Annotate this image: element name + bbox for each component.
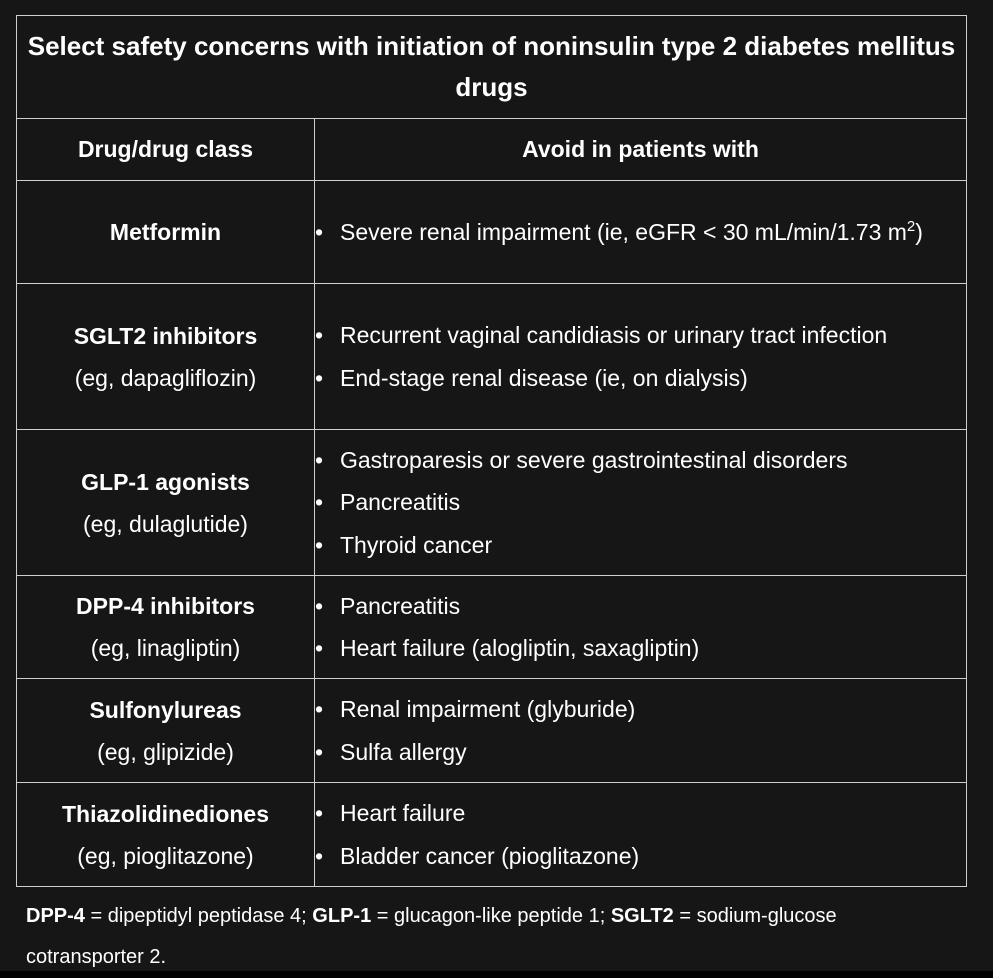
concern-text: Recurrent vaginal candidiasis or urinary tract infection [340, 322, 888, 348]
drug-example: (eg, glipizide) [97, 738, 234, 765]
drug-name: DPP-4 inhibitors [76, 593, 255, 619]
drug-cell [17, 430, 315, 576]
concern-text: Severe renal impairment (ie, eGFR < 30 mL/min/1.73 m [340, 218, 907, 245]
concerns-list [315, 314, 966, 399]
header-drug-class: Drug/drug class [17, 119, 315, 181]
drug-cell [17, 576, 315, 679]
footnote-abbreviation: SGLT2 [610, 905, 674, 927]
concern-item [315, 439, 966, 482]
concerns-cell [315, 576, 967, 679]
concern-item [315, 357, 966, 400]
footnote-abbreviation: GLP-1 [312, 905, 372, 927]
concern-item [315, 627, 966, 670]
concern-text: Sulfa allergy [340, 738, 467, 765]
drug-example: (eg, pioglitazone) [77, 842, 254, 869]
concerns-list [315, 792, 966, 877]
table-row [17, 679, 967, 783]
concerns-list [315, 585, 966, 670]
header-avoid-in: Avoid in patients with [315, 119, 967, 181]
table-row [17, 284, 967, 430]
concern-item [315, 314, 966, 357]
drug-cell [17, 679, 315, 783]
drug-name: Metformin [109, 219, 222, 245]
footnote-definition: = sodium-glucose cotransporter 2. [26, 905, 837, 968]
drug-example: (eg, dapagliflozin) [74, 364, 257, 391]
drug-cell [17, 783, 315, 887]
concern-text: Heart failure (alogliptin, saxagliptin) [340, 635, 700, 661]
concern-item [315, 688, 966, 731]
concern-text: Pancreatitis [340, 592, 461, 619]
concern-superscript: 2 [906, 217, 916, 235]
concern-text: Thyroid cancer [340, 531, 493, 558]
footnote-definition: = glucagon-like peptide 1; [371, 905, 611, 927]
header-row [17, 119, 967, 181]
table-title: Select safety concerns with initiation of noninsulin type 2 diabetes mellitus drugs [17, 16, 967, 119]
drug-name: GLP-1 agonists [81, 468, 250, 495]
concerns-cell [315, 181, 967, 284]
table-row [17, 783, 967, 887]
concern-item [315, 792, 966, 835]
concerns-list [315, 439, 966, 567]
concerns-cell [315, 783, 967, 887]
drug-cell [17, 181, 315, 284]
concern-text: Bladder cancer (pioglitazone) [340, 842, 640, 869]
concern-item [315, 481, 966, 524]
concern-item [315, 585, 966, 628]
footnote-abbreviation: DPP-4 [26, 905, 85, 927]
footnote-definition: = dipeptidyl peptidase 4; [84, 905, 313, 927]
drug-example: (eg, dulaglutide) [83, 510, 248, 537]
concern-item [315, 211, 966, 254]
concern-text: Gastroparesis or severe gastrointestinal disorders [340, 446, 848, 473]
drug-name: SGLT2 inhibitors [73, 322, 258, 349]
drug-cell [17, 284, 315, 430]
concerns-cell [315, 679, 967, 783]
concern-item [315, 731, 966, 774]
drug-name: Sulfonylureas [89, 696, 242, 723]
table-row [17, 576, 967, 679]
concerns-list [315, 688, 966, 773]
drug-name: Thiazolidinediones [61, 800, 269, 827]
concern-text: Pancreatitis [340, 489, 461, 516]
concerns-cell [315, 430, 967, 576]
table-row [17, 430, 967, 576]
concern-text: End-stage renal disease (ie, on dialysis) [340, 364, 748, 391]
table-row [17, 181, 967, 284]
footnote [26, 896, 946, 978]
concern-text-end: ) [915, 218, 923, 245]
concern-item [315, 524, 966, 567]
concern-item [315, 835, 966, 878]
concern-text: Renal impairment (glyburide) [340, 696, 636, 722]
concerns-cell [315, 284, 967, 430]
drug-example: (eg, linagliptin) [90, 635, 241, 661]
title-row [17, 16, 967, 119]
concern-text: Heart failure [340, 800, 466, 826]
safety-table [16, 15, 967, 887]
concerns-list [315, 211, 966, 254]
